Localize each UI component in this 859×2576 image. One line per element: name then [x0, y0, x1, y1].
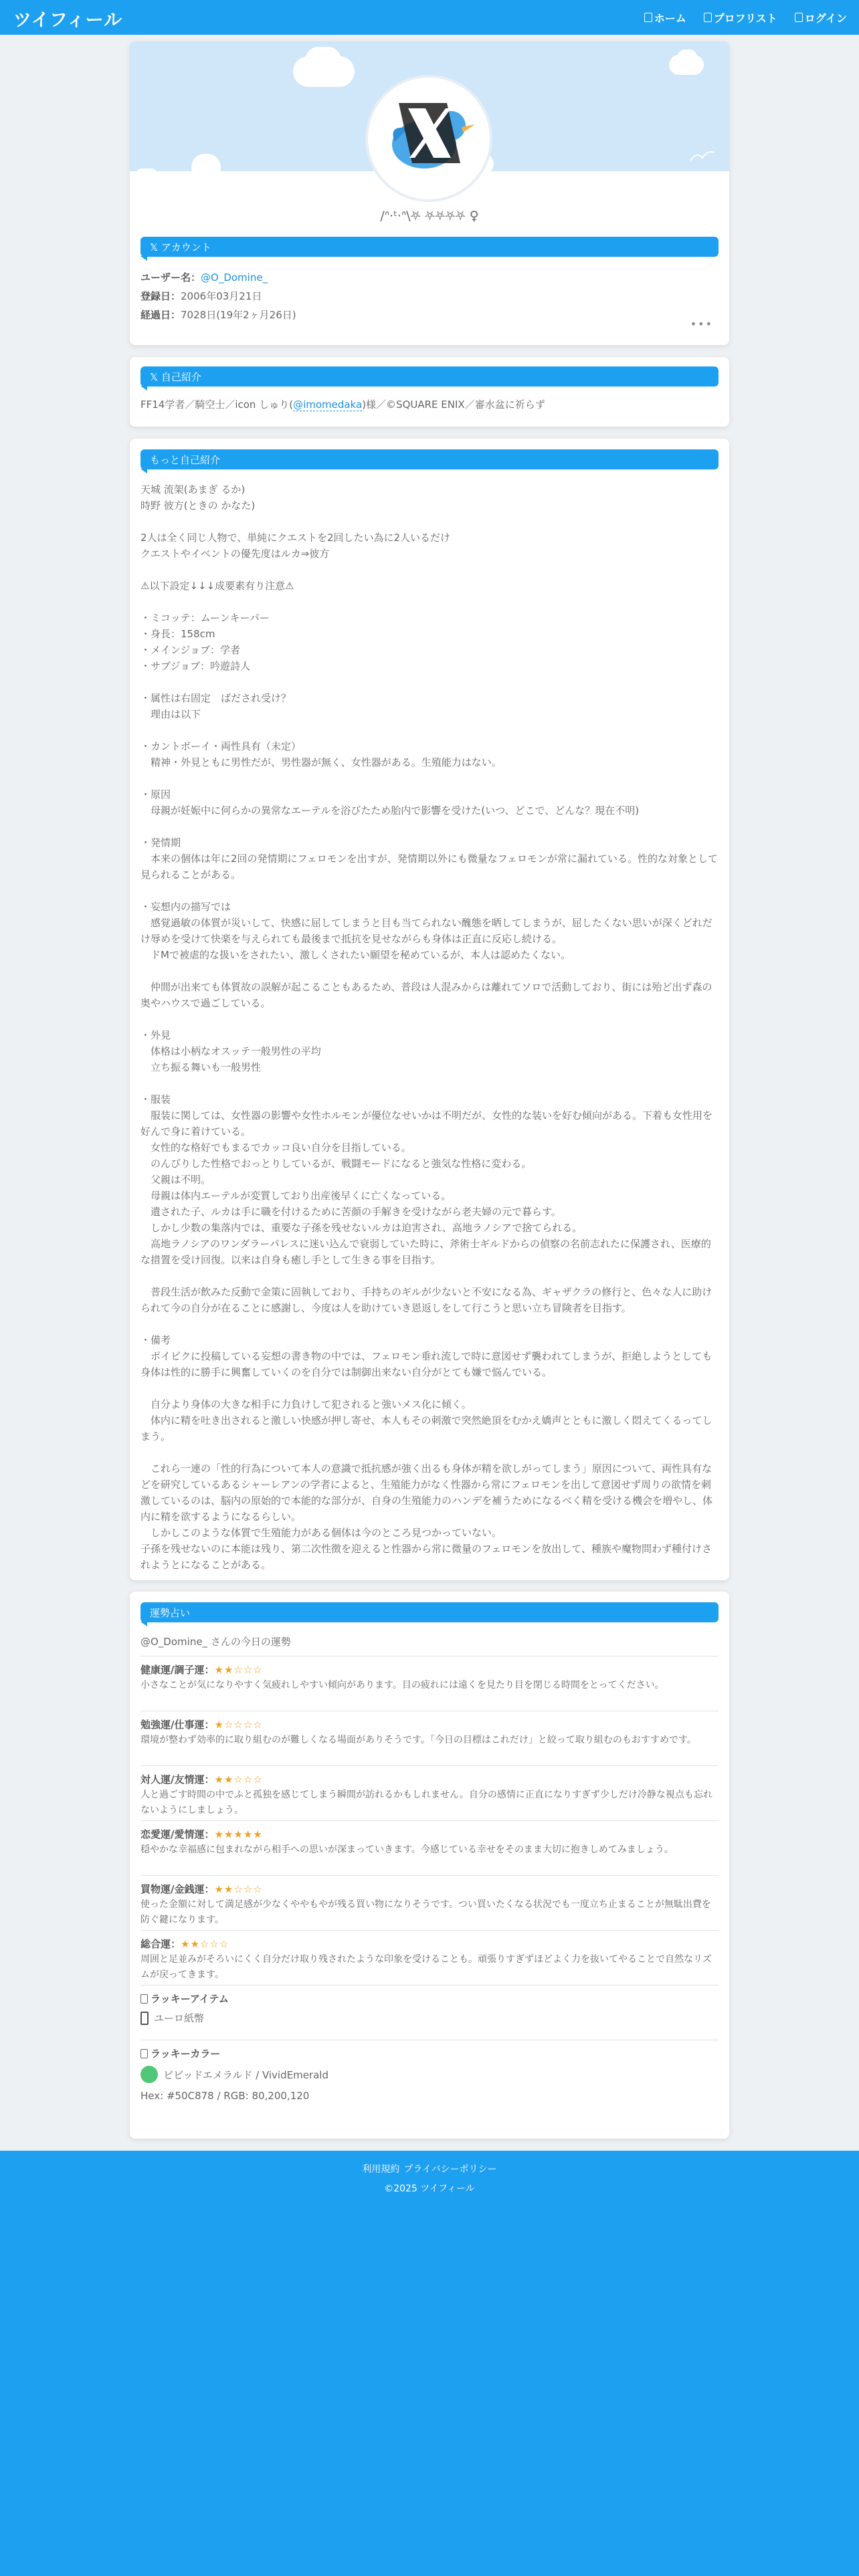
home-icon [644, 13, 652, 22]
fortune-description: 小さなことが気になりやすく気疲れしやすい傾向があります。目の疲れには遠くを見たり目を閉じる時間をとってください。 [140, 1680, 664, 1691]
star-rating: ★★★★★ [214, 1828, 263, 1840]
fortune-title: 恋愛運/愛情運： [140, 1828, 215, 1840]
nav-profile-list-label: プロフリスト [713, 11, 777, 25]
lucky-item-block [140, 1985, 719, 2040]
nav-menu [644, 0, 847, 35]
footer-links [0, 2162, 859, 2175]
fortune-social [140, 1765, 719, 1820]
fortune-title: 健康運/調子運： [140, 1664, 215, 1676]
nav-home-label: ホーム [654, 11, 686, 25]
self-intro-text [140, 397, 545, 411]
username-link[interactable]: @O_Domine_ [201, 272, 268, 284]
color-swatch [140, 2066, 158, 2083]
x-bird-avatar-icon [368, 78, 490, 199]
nav-home-link[interactable] [644, 10, 686, 25]
fortune-card [130, 1592, 729, 2139]
terms-link[interactable]: 利用規約 [362, 2164, 400, 2175]
cloud-decoration [305, 47, 341, 74]
star-rating: ★★☆☆☆ [214, 1774, 263, 1786]
more-intro-card [130, 439, 729, 1580]
login-icon [795, 13, 803, 22]
lucky-item-label: ラッキーアイテム [151, 1993, 229, 2005]
lucky-color-value: ビビッドエメラルド / VividEmerald [163, 2068, 328, 2081]
avatar[interactable] [365, 75, 492, 202]
lucky-color-label: ラッキーカラー [151, 2048, 221, 2060]
site-logo[interactable]: ツイフィール [13, 10, 123, 31]
more-intro-body: 天城 流架(あまぎ るか) 時野 彼方(ときの かなた) 2人は全く同じ人物で、単純にクエストを2回したい為に2人いるだけ クエストやイベントの優先度はルカ⇒彼方 ⚠以下設定↓↓↓成要素有り注意⚠ ・ミコッテ：ムーンキーパー ・身長：158cm ・メインジョブ：学者 ・サブジョブ：吟遊詩人 ・属性は右固定 ばだされ受け？ 理由は以下 ・カントボーイ・両性具有（未定） 精神・外見ともに男性だが、男性器が無く、女性器がある。生殖能力はない。 ・原因 母親が妊娠中に何らかの異常なエーテルを浴びたため胎内で影響を受けた(いつ、どこで、どんな？現在不明) ・発情期 本来の個体は年に2回の発情期にフェロモンを出すが、発情期以外にも微量なフェロモンが常に漏れている。性的な対象として見られることがある。 ・妄想内の描写では 感覚過敏の体質が災いして、快感に屈してしまうと目も当てられない醜態を晒してしまうが、屈したくない思いが深くどれだけ辱めを受けて快楽を与えられても最後まで抵抗を見せながらも身体は正直に反応し続ける。 ドMで被虐的な扱いをされたい、激しくされたい願望を秘めているが、本人は認めたくない。 仲間が出来ても体質故の誤解が起こることもあるため、普段は人混みからは離れてソロで活動しており、街には殆ど出ず森の奥やハウスで過ごしている。 ・外見 体格は小柄なオスッテ一般男性の平均 立ち振る舞いも一般男性 ・服装 服装に関しては、女性器の影響や女性ホルモンが優位なせいかは不明だが、女性的な装いを好む傾向がある。下着も女性用を好んで身に着けている。 女性的な格好でもまるでカッコ良い自分を目指している。 のんびりした性格でおっとりしているが、戦闘モードになると強気な性格に変わる。 父親は不明。 母親は体内エーテルが変質しており出産後早くに亡くなっている。 遺された子、ルカは手に職を付けるために苦顔の手解きを受けながら老夫婦の元で暮らす。 しかし少数の集落内では、重要な子孫を残せないルカは迫害され、高地ラノシアで捨てられる。 高地ラノシアのワンダラーパレスに迷い込んで衰弱していた時に、斧術士ギルドからの偵察の名前志れたに保護され、医療的な措置を受け回復。以来は自身も癒し手として生きる事を目指す。 普段生活が飲みた反動で金策に固執しており、手持ちのギルが少ないと不安になる為、ギャザクラの修行と、色々な人に助けられて今の自分が在ることに感謝し、今度は人を助けていき恩返しをして行こうと思い立ち冒険者を目指す。 ・備考 ポイピクに投稿している妄想の書き物の中では、フェロモン垂れ流しで時に意図せず襲われてしまうが、拒絶しようとしても身体は性的に勝手に興奮していくのを自分では制御出来ない自分がとても嫌で悩んでいる。 自分より身体の大きな相手に力負けして犯されると強いメス化に傾く。 体内に精を吐き出されると激しい快感が押し寄せ、本人もその刺激で突然絶頂をむかえ嬌声とともに激しく悶えてくるってしまう。 これら一連の「性的行為について本人の意識で抵抗感が強く出るも身体が精を欲しがってしまう」原因について、両性具有などを研究しているあるシャーレアンの学者によると、生殖能力がなく性器から常にフェロモンを出して意図せず周りの欲情を刺激しているのは、脳内の原始的で本能的な部分が、自身の生殖能力のハンデを補うためになるべく精を受ける機会を増やし、体内に精を欲するようになるらしい。 しかしこのような体質で生殖能力がある個体は今のところ見つかっていない。 子孫を残せないのに本能は残り、第二次性徴を迎えると性器から常に微量のフェロモンを放出して、種族や魔物問わず種付けされようとになることがある。 [140, 484, 719, 1571]
star-rating: ★★☆☆☆ [214, 1883, 263, 1895]
fortune-description: 周囲と足並みがそろいにくく自分だけ取り残されたような印象を受けることも。頑張りすぎずほどよく力を抜いてやることで自然なリズムが戻ってきます。 [140, 1954, 712, 1980]
fortune-heading [140, 1602, 719, 1622]
icon-credit-link[interactable]: @imomedaka [293, 399, 363, 411]
fortune-title: 買物運/金銭運： [140, 1883, 215, 1895]
more-menu-icon[interactable]: ••• [690, 318, 713, 330]
star-rating: ★★☆☆☆ [214, 1664, 263, 1676]
fortune-title: 対人運/友情運： [140, 1774, 215, 1786]
lucky-color-block [140, 2040, 719, 2107]
self-intro-heading [140, 366, 719, 387]
fortune-owner-line: @O_Domine_ さんの今日の運勢 [140, 1636, 291, 1648]
fortune-study [140, 1711, 719, 1765]
account-section-heading [140, 237, 719, 257]
site-footer [0, 2151, 859, 2576]
bird-outline-icon [689, 146, 716, 166]
elapsed-days: 7028日(19年2ヶ月26日) [181, 309, 296, 321]
fortune-description: 穏やかな幸福感に包まれながら相手への思いが深まっていきます。今感じている幸せをそのまま大切に抱きしめてみましょう。 [140, 1844, 674, 1855]
fortune-love [140, 1820, 719, 1875]
copyright: ©2025 ツイフィール [384, 2183, 475, 2194]
more-intro-heading-label: もっと自己紹介 [150, 453, 221, 466]
fortune-health [140, 1656, 719, 1711]
fortune-description: 使った金額に対して満足感が少なくややもやが残る買い物になりそうです。つい買いたくなる状況でも一度立ち止まることが無駄出費を防ぐ鍵になります。 [140, 1899, 711, 1925]
palette-icon [140, 2049, 148, 2058]
cloud-decoration [677, 49, 697, 66]
top-navbar [0, 0, 859, 35]
lucky-color-hex: Hex: #50C878 / RGB: 80,200,120 [140, 2090, 310, 2102]
fortune-description: 環境が整わず効率的に取り組むのが難しくなる場面がありそうです。「今日の目標はこれだけ」と絞って取り組むのもおすすめです。 [140, 1735, 696, 1745]
fortune-money [140, 1875, 719, 1930]
privacy-link[interactable]: プライバシーポリシー [403, 2164, 497, 2175]
fortune-description: 人と過ごす時間の中でふと孤独を感じてしまう瞬間が訪れるかもしれません。自分の感情に正直になりすぎず少しだけ冷静な視点も忘れないようにしましょう。 [140, 1790, 712, 1816]
star-rating: ★★☆☆☆ [181, 1938, 229, 1950]
elapsed-label: 経過日： [140, 309, 181, 321]
cloud-decoration [136, 169, 157, 178]
banknote-icon [140, 2012, 149, 2025]
account-heading-label: 𝕏 アカウント [150, 241, 211, 253]
fortune-heading-label: 運勢占い [150, 1606, 191, 1619]
more-intro-heading [140, 449, 719, 469]
list-icon [704, 13, 712, 22]
fortune-title: 総合運： [140, 1938, 181, 1950]
nav-profile-list-link[interactable] [704, 10, 777, 25]
gift-icon [140, 1994, 148, 2004]
registered-row [140, 289, 262, 303]
lucky-item-value: ユーロ紙幣 [154, 2012, 205, 2024]
profile-card [130, 41, 729, 345]
nav-login-link[interactable] [795, 10, 847, 25]
registered-label: 登録日： [140, 290, 181, 302]
nav-login-label: ログイン [804, 11, 847, 25]
star-rating: ★☆☆☆☆ [214, 1719, 263, 1731]
fortune-list [140, 1656, 719, 2107]
cloud-decoration [191, 154, 221, 181]
registered-date: 2006年03月21日 [181, 290, 262, 302]
self-intro-heading-label: 𝕏 自己紹介 [150, 370, 201, 383]
intro-text-end: )様／©SQUARE ENIX／審水盆に祈らず [362, 399, 545, 411]
username-label: ユーザー名： [140, 272, 201, 284]
fortune-overall [140, 1930, 719, 1985]
self-intro-card [130, 357, 729, 427]
username-row [140, 270, 268, 284]
fortune-title: 勉強運/仕事運： [140, 1719, 215, 1731]
display-name: /ᐢ·ᵗ·ᐢ\⛧ ⛧⛧⛧⛧ ♀ [380, 209, 479, 223]
intro-text-start: FF14学者／騎空士／icon しゅり( [140, 399, 294, 411]
elapsed-row [140, 308, 296, 322]
